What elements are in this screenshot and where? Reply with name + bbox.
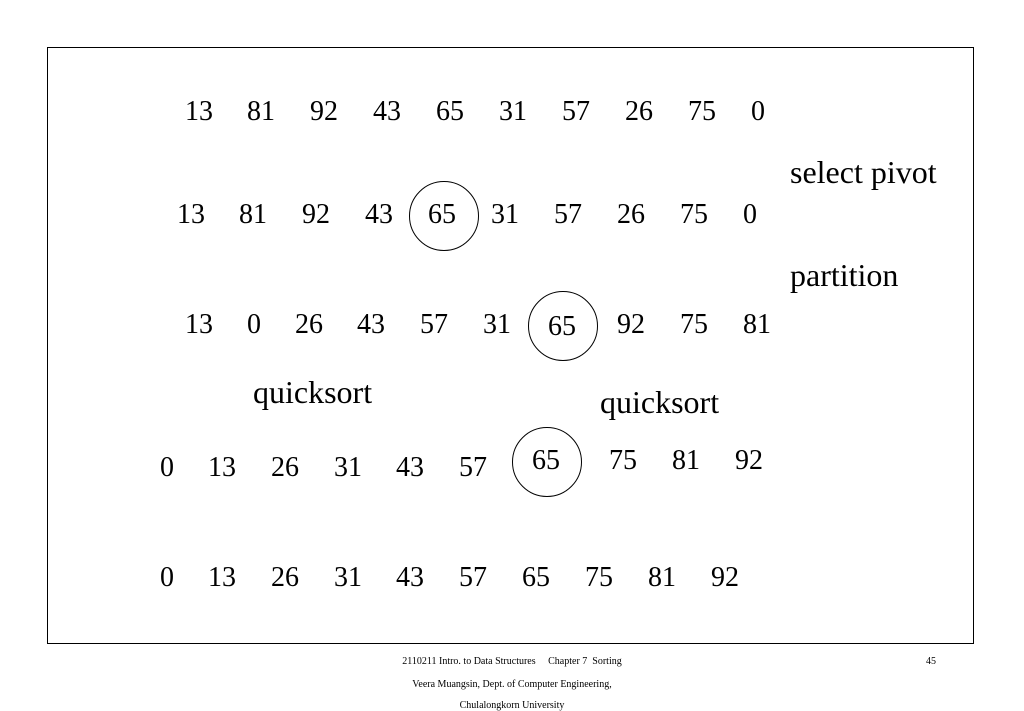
row4-value: 75 (609, 445, 637, 476)
row3-value: 31 (483, 309, 511, 340)
row5-value: 65 (522, 562, 550, 593)
pivot-circle (512, 427, 582, 497)
row2-value: 31 (491, 199, 519, 230)
row1-value: 65 (436, 96, 464, 127)
select-pivot-label: select pivot (790, 154, 937, 190)
quicksort-right-label: quicksort (600, 384, 720, 420)
row5-value: 57 (459, 562, 487, 593)
row2-value: 43 (365, 199, 393, 230)
row2-value: 57 (554, 199, 582, 230)
row2-value: 92 (302, 199, 330, 230)
row2-pivot-value: 65 (428, 199, 456, 230)
slide-frame (47, 47, 974, 644)
row5-value: 13 (208, 562, 236, 593)
row5-value: 75 (585, 562, 613, 593)
row1-value: 57 (562, 96, 590, 127)
row4-value: 13 (208, 452, 236, 483)
row1-value: 92 (310, 96, 338, 127)
quicksort-left-label: quicksort (253, 374, 373, 410)
row4-value: 81 (672, 445, 700, 476)
row2-value: 13 (177, 199, 205, 230)
row2-value: 26 (617, 199, 645, 230)
row5-value: 31 (334, 562, 362, 593)
row1-value: 75 (688, 96, 716, 127)
row5-value: 43 (396, 562, 424, 593)
row2-value: 81 (239, 199, 267, 230)
partition-label: partition (790, 257, 899, 293)
row4-pivot-value: 65 (532, 445, 560, 476)
row3-value: 75 (680, 309, 708, 340)
pivot-circle (409, 181, 479, 251)
pivot-circle (528, 291, 598, 361)
row3-value: 81 (743, 309, 771, 340)
footer-author-line: Veera Muangsin, Dept. of Computer Engineering, (412, 679, 612, 690)
row4-value: 43 (396, 452, 424, 483)
row5-value: 26 (271, 562, 299, 593)
row3-value: 13 (185, 309, 213, 340)
row5-value: 81 (648, 562, 676, 593)
footer-course-line: 2110211 Intro. to Data Structures Chapter 7 Sorting (402, 656, 622, 667)
page-number: 45 (926, 656, 936, 667)
row5-value: 0 (160, 562, 174, 593)
row1-value: 26 (625, 96, 653, 127)
row1-value: 0 (751, 96, 765, 127)
row1-value: 13 (185, 96, 213, 127)
row3-value: 57 (420, 309, 448, 340)
row1-value: 31 (499, 96, 527, 127)
row3-value: 92 (617, 309, 645, 340)
row4-value: 92 (735, 445, 763, 476)
row4-value: 31 (334, 452, 362, 483)
row3-value: 43 (357, 309, 385, 340)
row1-value: 43 (373, 96, 401, 127)
row3-value: 26 (295, 309, 323, 340)
row5-value: 92 (711, 562, 739, 593)
footer-university-line: Chulalongkorn University (459, 700, 565, 711)
row3-value: 0 (247, 309, 261, 340)
row2-value: 75 (680, 199, 708, 230)
row4-value: 0 (160, 452, 174, 483)
row4-value: 26 (271, 452, 299, 483)
row1-value: 81 (247, 96, 275, 127)
row4-value: 57 (459, 452, 487, 483)
row3-pivot-value: 65 (548, 311, 576, 342)
row2-value: 0 (743, 199, 757, 230)
